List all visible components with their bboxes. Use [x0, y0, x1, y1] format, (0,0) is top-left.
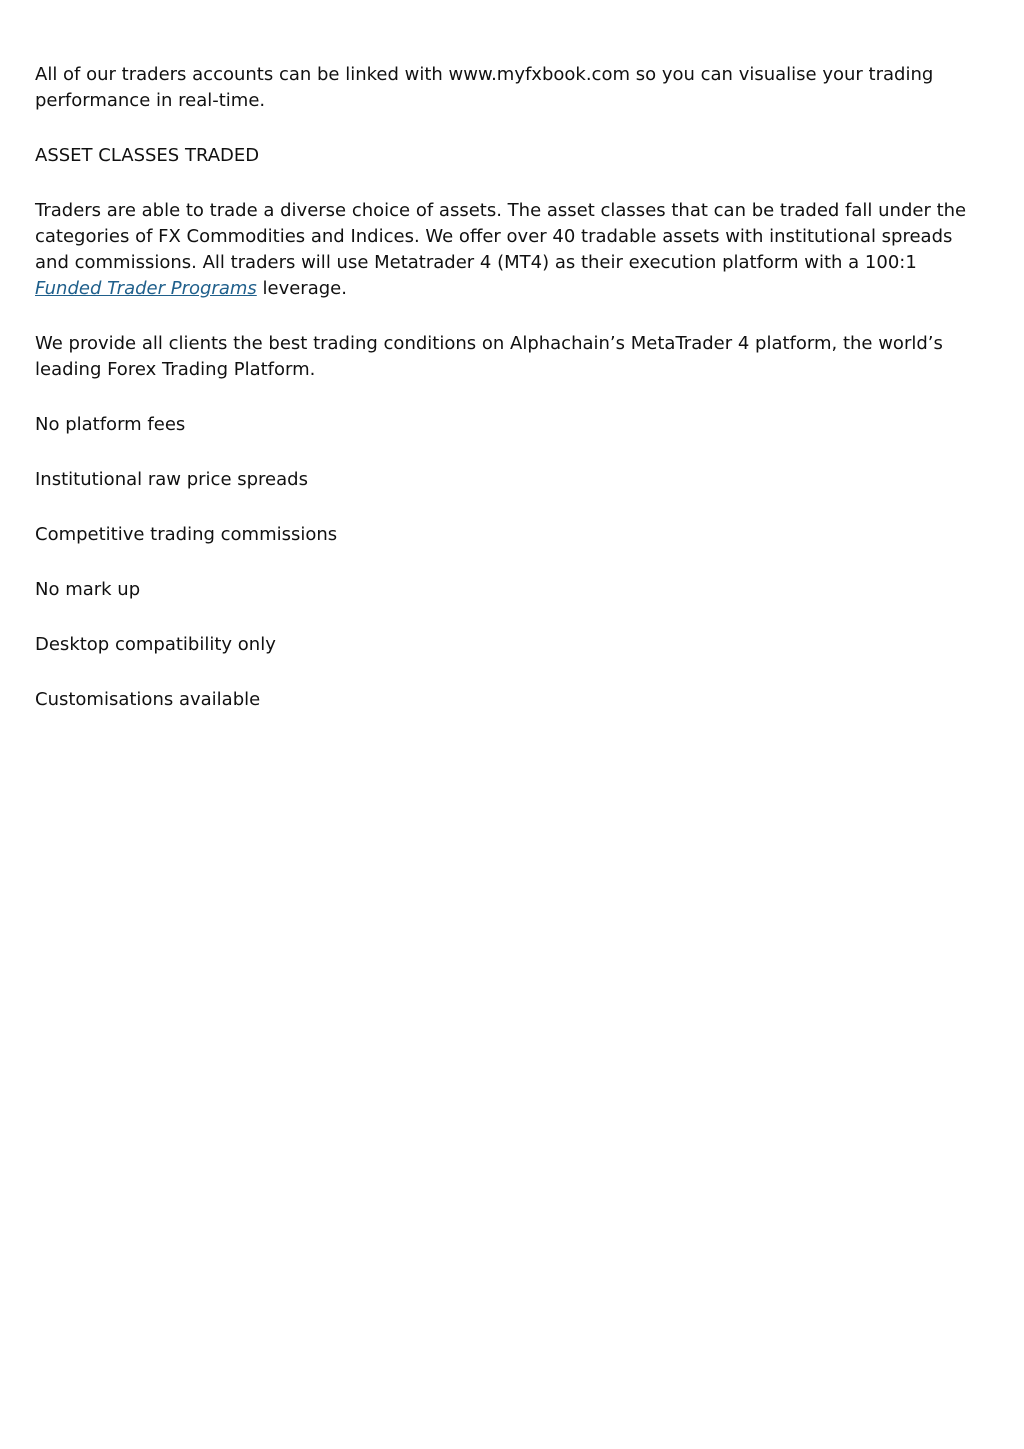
feature-item-customisations: Customisations available [35, 689, 261, 710]
section-heading: ASSET CLASSES TRADED [35, 145, 260, 166]
feature-item-raw-spreads: Institutional raw price spreads [35, 469, 308, 490]
document-page [35, 62, 985, 742]
assets-text-after-link: leverage. [256, 278, 347, 299]
feature-item-commissions: Competitive trading commissions [35, 524, 338, 545]
feature-item-desktop-only: Desktop compatibility only [35, 634, 276, 655]
assets-paragraph [35, 198, 985, 302]
feature-item-no-platform-fees: No platform fees [35, 414, 186, 435]
funded-trader-programs-link[interactable]: Funded Trader Programs [35, 278, 257, 299]
assets-text-before-link: Traders are able to trade a diverse choice of assets. The asset classes that can be traded fall under the categories of FX Commodities and Indices. We offer over 40 tradable assets with institutional spreads and commissions. All traders will use Metatrader 4 (MT4) as their execution platform with a 100:1 [35, 200, 967, 273]
conditions-paragraph: We provide all clients the best trading conditions on Alphachain’s MetaTrader 4 platform, the world’s leading Forex Trading Platform. [35, 333, 943, 380]
intro-paragraph: All of our traders accounts can be linked with www.myfxbook.com so you can visualise your trading performance in real-time. [35, 64, 934, 111]
feature-item-no-mark-up: No mark up [35, 579, 141, 600]
